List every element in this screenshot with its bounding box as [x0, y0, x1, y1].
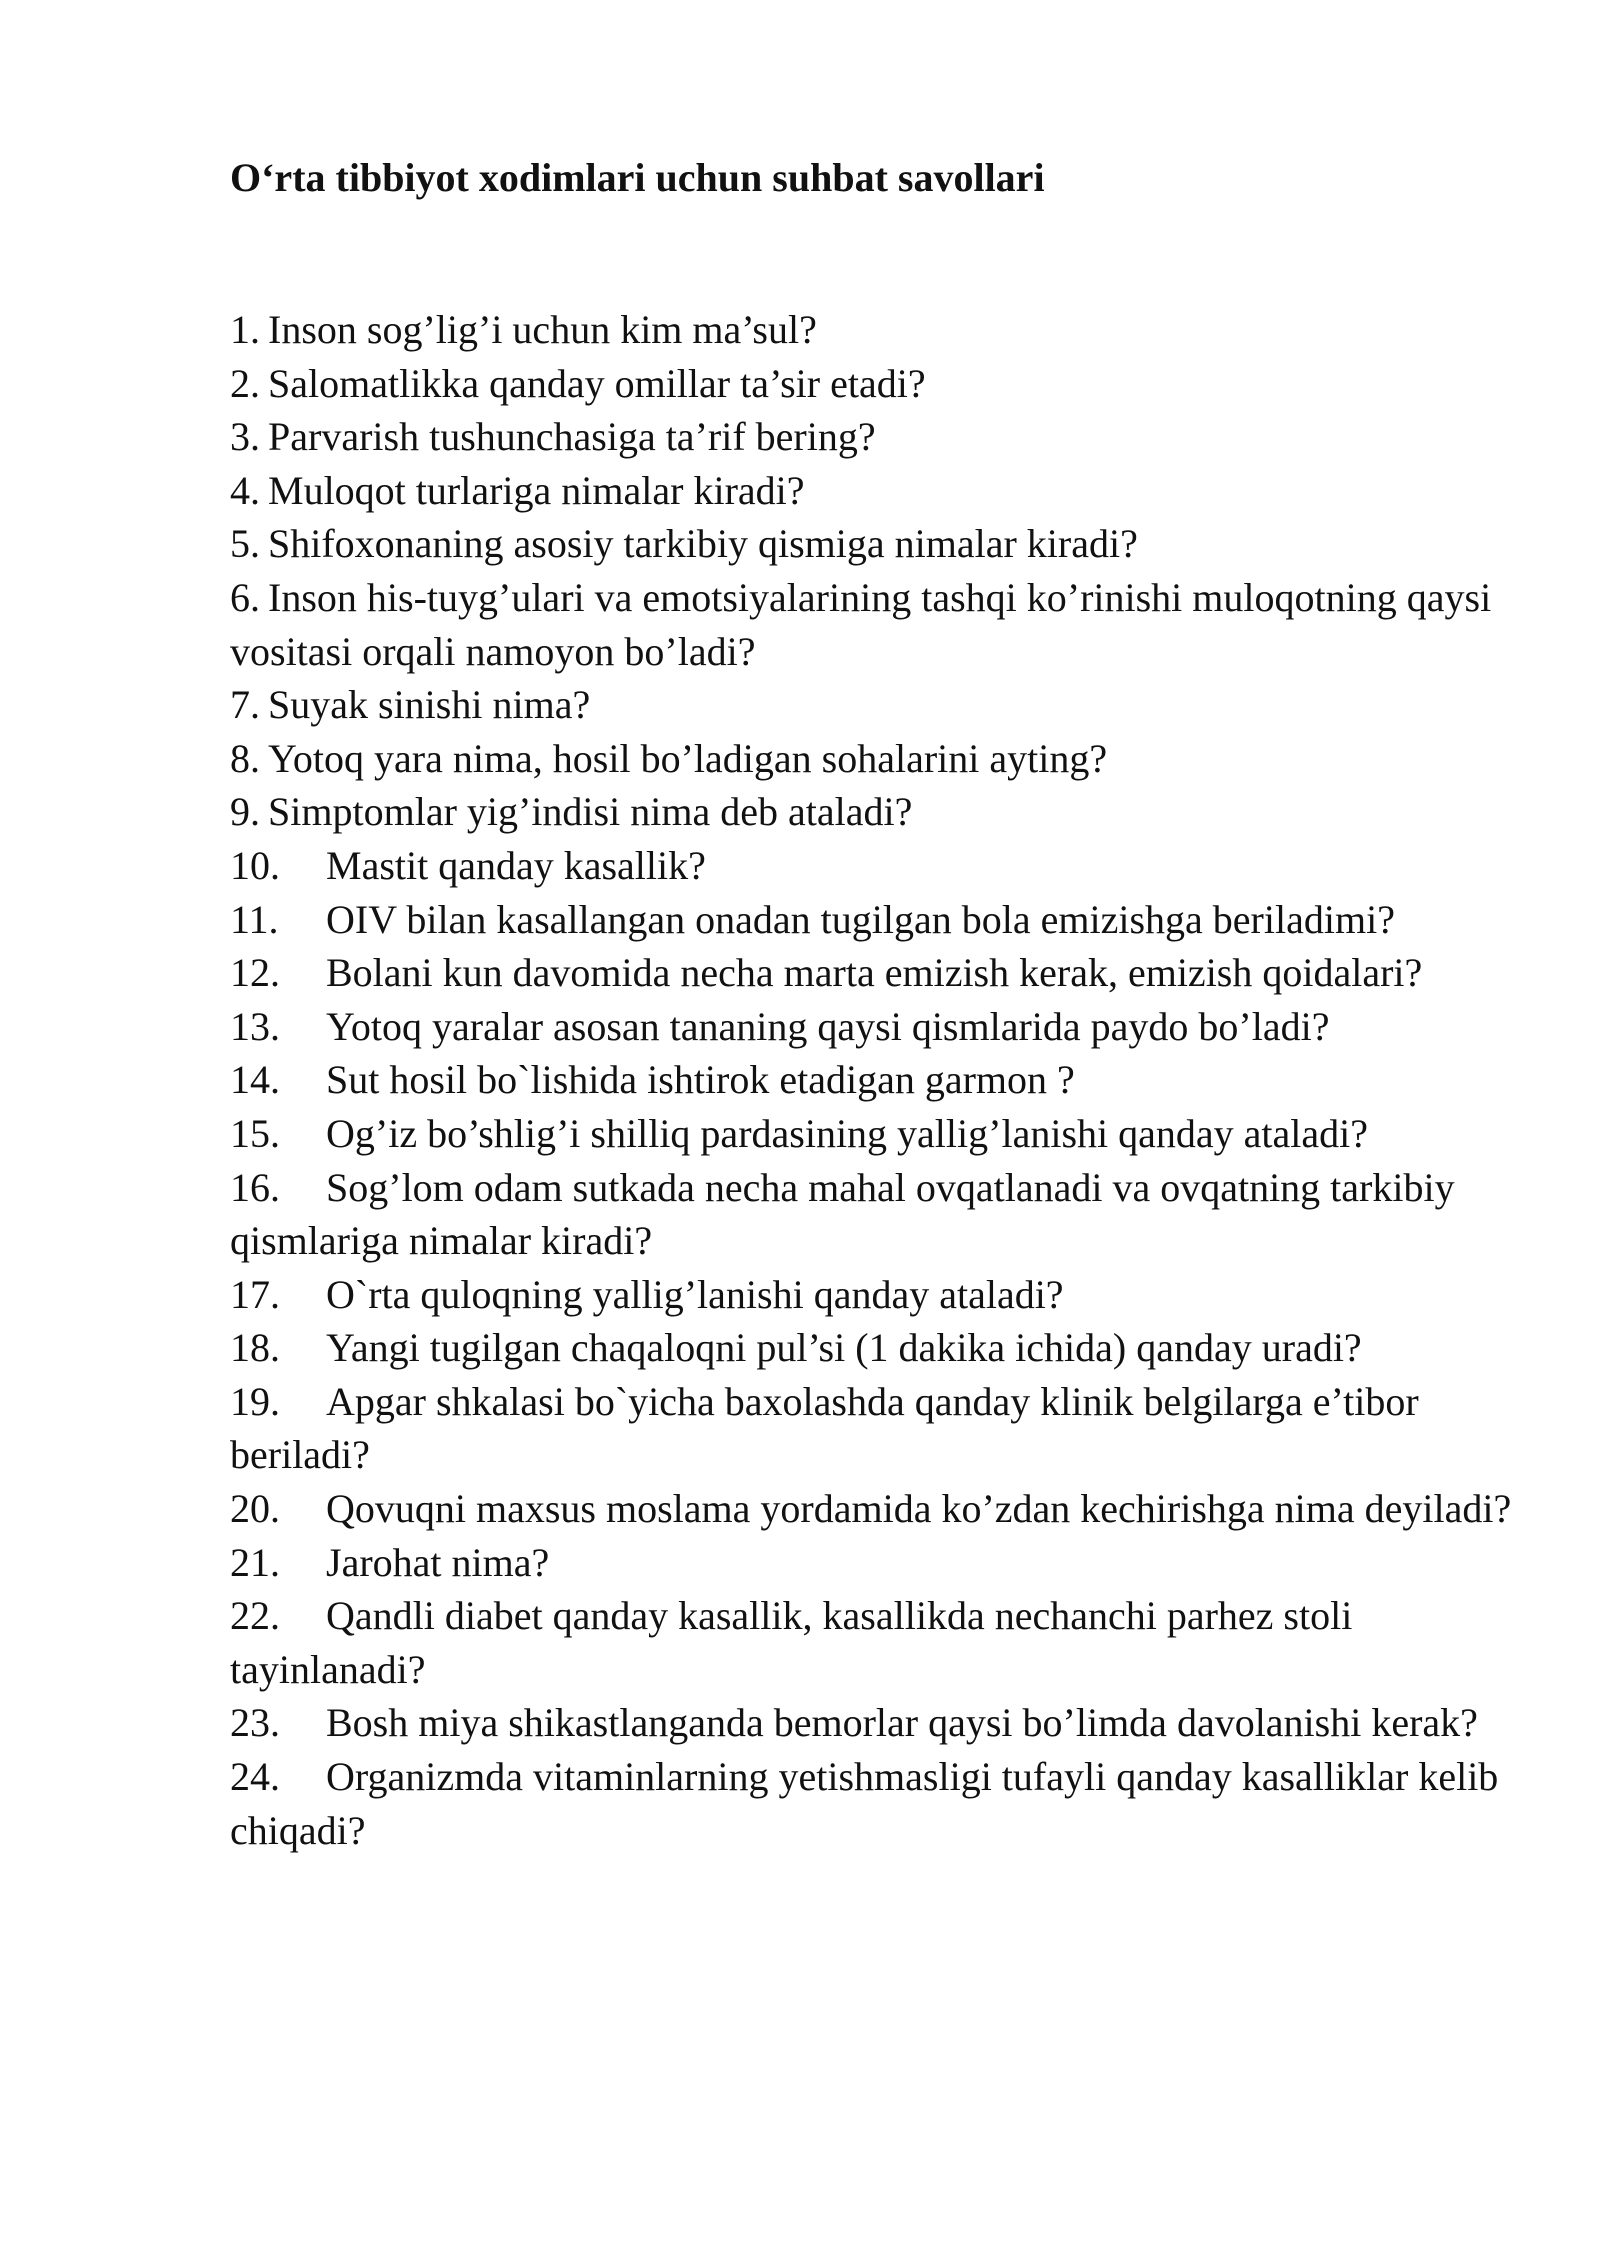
- question-number: 12.: [230, 950, 280, 996]
- question-text: Mastit qanday kasallik?: [326, 842, 706, 888]
- question-item: [230, 1321, 1520, 1375]
- question-text: Og’iz bo’shlig’i shilliq pardasining yallig’lanishi qanday ataladi?: [326, 1110, 1368, 1156]
- question-number: 21.: [230, 1539, 280, 1585]
- question-text: Bosh miya shikastlanganda bemorlar qaysi bo’limda davolanishi kerak?: [326, 1700, 1478, 1746]
- question-number: 5.: [230, 521, 260, 567]
- question-number: 18.: [230, 1325, 280, 1371]
- question-item: [230, 1696, 1520, 1750]
- question-text: Inson sog’lig’i uchun kim ma’sul?: [268, 307, 817, 352]
- question-number: 16.: [230, 1164, 280, 1210]
- question-number: 7.: [230, 682, 260, 728]
- question-text: Yotoq yara nima, hosil bo’ladigan sohalarini ayting?: [268, 735, 1108, 781]
- question-number: 11.: [230, 896, 279, 942]
- question-text: Suyak sinishi nima?: [268, 682, 591, 728]
- question-item: [230, 1268, 1520, 1322]
- question-number: 4.: [230, 467, 260, 513]
- question-number: 2.: [230, 360, 260, 406]
- question-number: 15.: [230, 1110, 280, 1156]
- question-text: Yangi tugilgan chaqaloqni pul’si (1 dakika ichida) qanday uradi?: [326, 1325, 1362, 1371]
- question-item: [230, 303, 1520, 357]
- question-text: Qovuqni maxsus moslama yordamida ko’zdan kechirishga nima deyiladi?: [326, 1486, 1512, 1532]
- question-item: [230, 1750, 1520, 1857]
- question-item: [230, 517, 1520, 571]
- question-text: Shifoxonaning asosiy tarkibiy qismiga nimalar kiradi?: [268, 521, 1138, 567]
- question-item: [230, 785, 1520, 839]
- question-number: 24.: [230, 1754, 280, 1800]
- question-number: 19.: [230, 1378, 280, 1424]
- question-text: Jarohat nima?: [326, 1539, 550, 1585]
- question-text: OIV bilan kasallangan onadan tugilgan bola emizishga beriladimi?: [326, 896, 1395, 942]
- question-item: [230, 571, 1520, 678]
- question-item: [230, 464, 1520, 518]
- question-number: 22.: [230, 1593, 280, 1639]
- question-item: [230, 893, 1520, 947]
- question-text: Sog’lom odam sutkada necha mahal ovqatlanadi va ovqatning tarkibiy qismlariga nimalar kiradi?: [230, 1164, 1455, 1264]
- question-item: [230, 1536, 1520, 1590]
- question-item: [230, 1375, 1520, 1482]
- question-item: [230, 1482, 1520, 1536]
- question-list: [230, 303, 1520, 1857]
- question-item: [230, 1161, 1520, 1268]
- question-item: [230, 1053, 1520, 1107]
- question-number: 6.: [230, 574, 260, 620]
- question-item: [230, 946, 1520, 1000]
- question-number: 8.: [230, 735, 260, 781]
- question-item: [230, 839, 1520, 893]
- question-number: 9.: [230, 789, 260, 835]
- question-text: Salomatlikka qanday omillar ta’sir etadi?: [268, 360, 926, 406]
- document-title: O‘rta tibbiyot xodimlari uchun suhbat savollari: [230, 155, 1045, 200]
- question-number: 23.: [230, 1700, 280, 1746]
- question-number: 20.: [230, 1486, 280, 1532]
- question-item: [230, 410, 1520, 464]
- question-number: 17.: [230, 1271, 280, 1317]
- question-item: [230, 678, 1520, 732]
- question-text: Yotoq yaralar asosan tananing qaysi qismlarida paydo bo’ladi?: [326, 1003, 1330, 1049]
- question-item: [230, 732, 1520, 786]
- question-text: Simptomlar yig’indisi nima deb ataladi?: [268, 789, 913, 835]
- question-number: 14.: [230, 1057, 280, 1103]
- question-number: 13.: [230, 1003, 280, 1049]
- question-item: [230, 1000, 1520, 1054]
- question-text: Muloqot turlariga nimalar kiradi?: [268, 467, 805, 513]
- question-text: Sut hosil bo`lishida ishtirok etadigan garmon ?: [326, 1057, 1075, 1103]
- question-number: 1.: [230, 307, 260, 352]
- question-text: Parvarish tushunchasiga ta’rif bering?: [268, 414, 876, 460]
- question-item: [230, 357, 1520, 411]
- question-item: [230, 1589, 1520, 1696]
- question-text: Apgar shkalasi bo`yicha baxolashda qanday klinik belgilarga e’tibor beriladi?: [230, 1378, 1419, 1478]
- question-text: Inson his-tuyg’ulari va emotsiyalarining tashqi ko’rinishi muloqotning qaysi vositasi orqali namoyon bo’ladi?: [230, 574, 1492, 674]
- question-text: Qandli diabet qanday kasallik, kasallikda nechanchi parhez stoli tayinlanadi?: [230, 1593, 1353, 1692]
- question-number: 10.: [230, 842, 280, 888]
- question-item: [230, 1107, 1520, 1161]
- question-text: Organizmda vitaminlarning yetishmasligi tufayli qanday kasalliklar kelib chiqadi?: [230, 1754, 1499, 1853]
- question-text: Bolani kun davomida necha marta emizish kerak, emizish qoidalari?: [326, 950, 1423, 996]
- question-number: 3.: [230, 414, 260, 460]
- question-text: O`rta quloqning yallig’lanishi qanday ataladi?: [326, 1271, 1064, 1317]
